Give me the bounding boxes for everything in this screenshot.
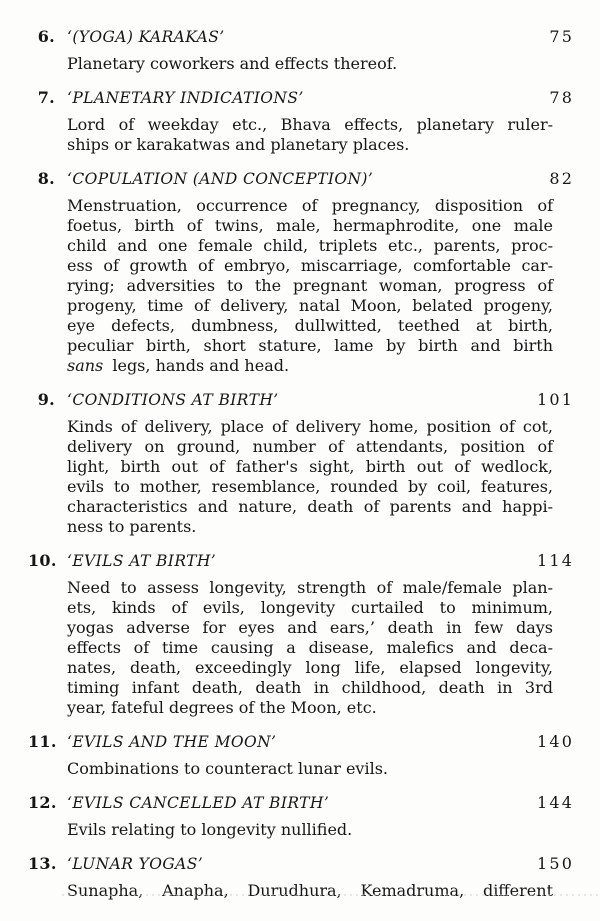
description-line: nates, death, exceedingly long life, elapsed longevity, bbox=[67, 658, 553, 677]
entry-page-number: 114 bbox=[537, 551, 575, 570]
description-line: Need to assess longevity, strength of male/female plan- bbox=[67, 578, 553, 597]
entry-title: ‘LUNAR YOGAS’ bbox=[67, 855, 204, 873]
description-line: year, fateful degrees of the Moon, etc. bbox=[67, 698, 377, 717]
toc-entry-head bbox=[28, 551, 575, 571]
entry-page-number: 75 bbox=[549, 27, 575, 46]
italic-word: sans bbox=[67, 356, 104, 375]
entry-title: ‘(YOGA) KARAKAS’ bbox=[67, 28, 225, 46]
description-line: characteristics and nature, death of parents and happi- bbox=[67, 497, 553, 516]
description-line: progeny, time of delivery, natal Moon, belated progeny, bbox=[67, 296, 553, 315]
entry-number: 9. bbox=[37, 390, 55, 409]
toc-entry bbox=[28, 551, 575, 718]
entry-page-number: 140 bbox=[537, 732, 575, 751]
description-line: evils to mother, resemblance, rounded by coil, features, bbox=[67, 477, 553, 496]
entry-page-number: 101 bbox=[537, 390, 575, 409]
toc-entry bbox=[28, 88, 575, 155]
entry-description bbox=[67, 759, 553, 779]
entry-number: 13. bbox=[28, 854, 57, 873]
entry-description bbox=[67, 54, 553, 74]
entry-number: 11. bbox=[28, 732, 57, 751]
table-of-contents bbox=[28, 27, 575, 901]
entry-title: ‘EVILS CANCELLED AT BIRTH’ bbox=[67, 794, 330, 812]
description-line: rying; adversities to the pregnant woman, progress of bbox=[67, 276, 553, 295]
description-line: Lord of weekday etc., Bhava effects, planetary ruler- bbox=[67, 115, 553, 134]
entry-page-number: 144 bbox=[537, 793, 575, 812]
toc-entry-head bbox=[28, 732, 575, 752]
entry-title: ‘COPULATION (AND CONCEPTION)’ bbox=[67, 170, 374, 188]
entry-description bbox=[67, 820, 553, 840]
description-line: Kinds of delivery, place of delivery home, position of cot, bbox=[67, 417, 553, 436]
description-line: ness to parents. bbox=[67, 517, 197, 536]
toc-entry bbox=[28, 169, 575, 376]
entry-page-number: 82 bbox=[549, 169, 575, 188]
description-line: ships or karakatwas and planetary places. bbox=[67, 135, 410, 154]
entry-number: 7. bbox=[37, 88, 55, 107]
entry-number: 6. bbox=[37, 27, 55, 46]
toc-entry-head bbox=[28, 88, 575, 108]
description-line: peculiar birth, short stature, lame by birth and birth bbox=[67, 336, 553, 355]
entry-description bbox=[67, 115, 553, 155]
entry-title: ‘EVILS AT BIRTH’ bbox=[67, 552, 217, 570]
description-line: effects of time causing a disease, malefics and deca- bbox=[67, 638, 553, 657]
toc-entry-head bbox=[28, 854, 575, 874]
toc-entry-head bbox=[28, 390, 575, 410]
entry-number: 8. bbox=[37, 169, 55, 188]
description-line: child and one female child, triplets etc., parents, proc- bbox=[67, 236, 553, 255]
entry-description bbox=[67, 881, 553, 901]
description-line: delivery on ground, number of attendants, position of bbox=[67, 437, 553, 456]
entry-number: 10. bbox=[28, 551, 57, 570]
description-line: Sunapha, Anapha, Durudhura, Kemadruma, different bbox=[67, 881, 553, 900]
description-line: yogas adverse for eyes and ears,’ death in few days bbox=[67, 618, 553, 637]
toc-entry bbox=[28, 732, 575, 779]
description-line: timing infant death, death in childhood, death in 3rd bbox=[67, 678, 553, 697]
toc-entry bbox=[28, 27, 575, 74]
entry-title: ‘PLANETARY INDICATIONS’ bbox=[67, 89, 304, 107]
entry-description bbox=[67, 578, 553, 718]
entry-title: ‘EVILS AND THE MOON’ bbox=[67, 733, 277, 751]
description-line: foetus, birth of twins, male, hermaphrodite, one male bbox=[67, 216, 553, 235]
entry-description bbox=[67, 196, 553, 376]
description-line: Evils relating to longevity nullified. bbox=[67, 820, 353, 839]
description-line: light, birth out of father's sight, birth out of wedlock, bbox=[67, 457, 553, 476]
toc-entry-head bbox=[28, 793, 575, 813]
toc-entry bbox=[28, 854, 575, 901]
toc-entry-head bbox=[28, 169, 575, 189]
entry-page-number: 78 bbox=[549, 88, 575, 107]
description-line: Combinations to counteract lunar evils. bbox=[67, 759, 388, 778]
toc-entry-head bbox=[28, 27, 575, 47]
description-line: sans legs, hands and head. bbox=[67, 356, 290, 375]
description-line: ets, kinds of evils, longevity curtailed to minimum, bbox=[67, 598, 553, 617]
entry-description bbox=[67, 417, 553, 537]
entry-number: 12. bbox=[28, 793, 57, 812]
toc-entry bbox=[28, 793, 575, 840]
description-line: eye defects, dumbness, dullwitted, teethed at birth, bbox=[67, 316, 553, 335]
entry-title: ‘CONDITIONS AT BIRTH’ bbox=[67, 391, 279, 409]
description-line: Planetary coworkers and effects thereof. bbox=[67, 54, 398, 73]
description-line: ess of growth of embryo, miscarriage, comfortable car- bbox=[67, 256, 553, 275]
toc-entry bbox=[28, 390, 575, 537]
description-line: Menstruation, occurrence of pregnancy, disposition of bbox=[67, 196, 553, 215]
entry-page-number: 150 bbox=[537, 854, 575, 873]
